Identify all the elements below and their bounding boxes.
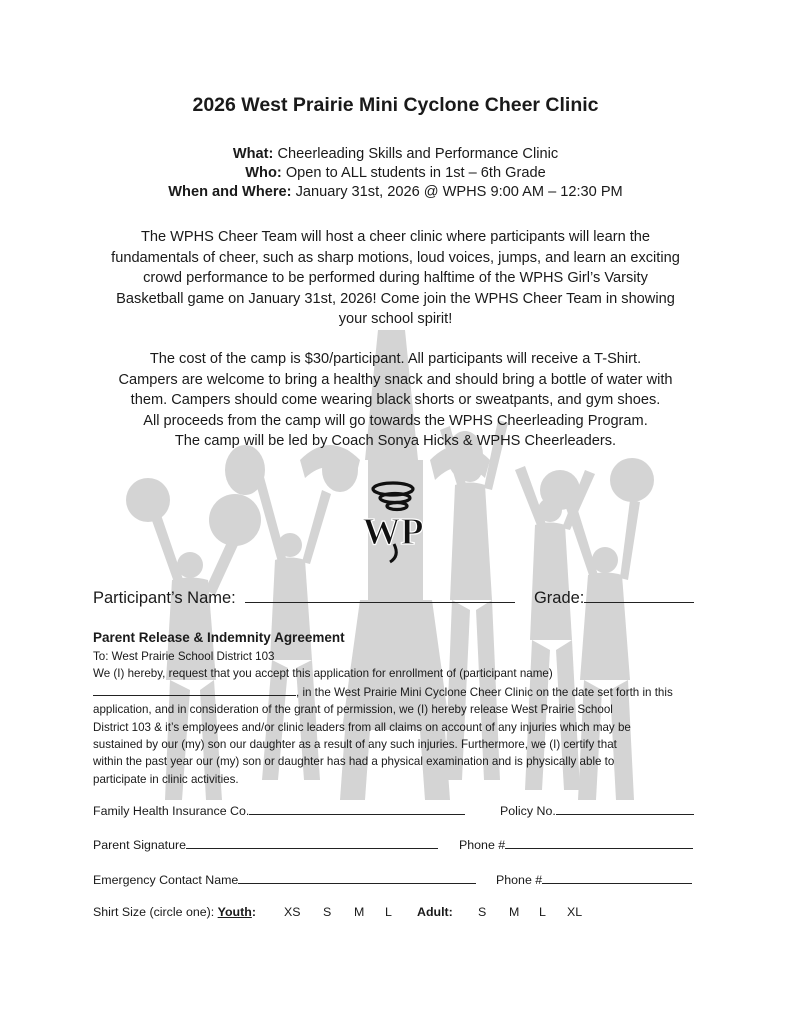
release-line-with-blank [93,683,713,701]
when-value: January 31st, 2026 @ WPHS 9:00 AM – 12:30 PM [295,184,623,200]
grade-label: Grade: [533,589,585,607]
what-row [0,145,791,164]
participant-row [93,586,694,608]
paragraph-line: crowd performance to be performed during halftime of the WPHS Girl’s Varsity [143,270,648,286]
release-body [93,648,713,788]
release-line: application, and in consideration of the grant of permission, we (I) hereby release West Prairie School [93,703,613,717]
release-line: District 103 & it’s employees and/or clinic leaders from all claims on account of any injuries which may be [93,720,631,734]
paragraph-line: Basketball game on January 31st, 2026! Come join the WPHS Cheer Team in showing [116,290,675,307]
participant-name-field[interactable] [245,586,515,603]
emergency-phone-label: Phone # [496,873,543,887]
paragraph-line: The WPHS Cheer Team will host a cheer clinic where participants will learn the [140,229,651,245]
who-label: Who: [245,165,282,181]
insurance-row [93,802,556,818]
youth-size-xs[interactable]: XS [284,905,301,919]
paragraph-line: your school spirit! [338,311,453,327]
release-line: participate in clinic activities. [93,772,239,786]
logo-text: WP [362,511,424,553]
youth-size-s[interactable]: S [323,905,332,919]
release-line: within the past year our (my) son or daughter has had a physical examination and is physically able to [93,755,615,769]
insurance-field[interactable] [249,802,465,815]
shirt-size-row [93,905,583,919]
adult-size-xl[interactable]: XL [567,905,583,919]
signature-label: Parent Signature [93,838,186,852]
release-line: , in the West Prairie Mini Cyclone Cheer Clinic on the date set forth in this [296,685,673,699]
release-to-line: To: West Prairie School District 103 [93,650,275,663]
youth-size-l[interactable]: L [385,905,392,919]
who-value: Open to ALL students in 1st – 6th Grade [285,165,546,181]
paragraph-line: All proceeds from the camp will go towards the WPHS Cheerleading Program. [143,412,648,429]
page-title: 2026 West Prairie Mini Cyclone Cheer Clinic [192,94,599,116]
what-value: Cheerleading Skills and Performance Clinic [277,146,559,162]
grade-field[interactable] [584,586,694,603]
signature-row [93,836,506,852]
who-row [0,164,791,183]
participant-name-label: Participant’s Name: [93,589,236,607]
emergency-contact-field[interactable] [238,871,476,884]
emergency-row [93,871,543,887]
event-info [0,145,791,202]
paragraph-line: Campers are welcome to bring a healthy snack and should bring a bottle of water with [118,371,673,388]
release-line: sustained by our (my) son our daughter as a result of any such injuries. Furthermore, we (I) certify that [93,738,617,752]
release-line: We (I) hereby, request that you accept this application for enrollment of (participant name) [93,667,553,681]
policy-field[interactable] [556,802,694,815]
paragraph-line: The camp will be led by Coach Sonya Hicks & WPHS Cheerleaders. [174,433,617,449]
paragraph-line: them. Campers should come wearing black shorts or sweatpants, and gym shoes. [130,392,661,408]
cost-paragraph [90,349,701,452]
policy-label: Policy No. [500,804,556,818]
paragraph-line: fundamentals of cheer, such as sharp motions, loud voices, jumps, and learn an exciting [111,249,680,266]
when-label: When and Where: [168,184,292,200]
when-row [0,183,791,202]
adult-size-l[interactable]: L [539,905,546,919]
youth-colon: : [251,905,256,919]
paragraph-line: The cost of the camp is $30/participant. All participants will receive a T-Shirt. [149,351,642,367]
insurance-label: Family Health Insurance Co. [93,804,250,818]
adult-size-m[interactable]: M [509,905,520,919]
phone-field[interactable] [505,836,693,849]
phone-label: Phone # [459,838,506,852]
youth-label: Youth [217,905,252,919]
description-paragraph [90,227,701,330]
what-label: What: [232,146,274,162]
shirt-size-label: Shirt Size (circle one): [93,905,218,919]
signature-field[interactable] [186,836,438,849]
release-title: Parent Release & Indemnity Agreement [93,630,345,645]
emergency-phone-field[interactable] [542,871,692,884]
youth-size-m[interactable]: M [354,905,365,919]
adult-size-s[interactable]: S [478,905,487,919]
wp-cyclone-logo-icon [350,478,436,564]
adult-label: Adult: [417,905,453,919]
emergency-contact-label: Emergency Contact Name [93,873,239,887]
participant-name-blank[interactable] [93,683,296,696]
